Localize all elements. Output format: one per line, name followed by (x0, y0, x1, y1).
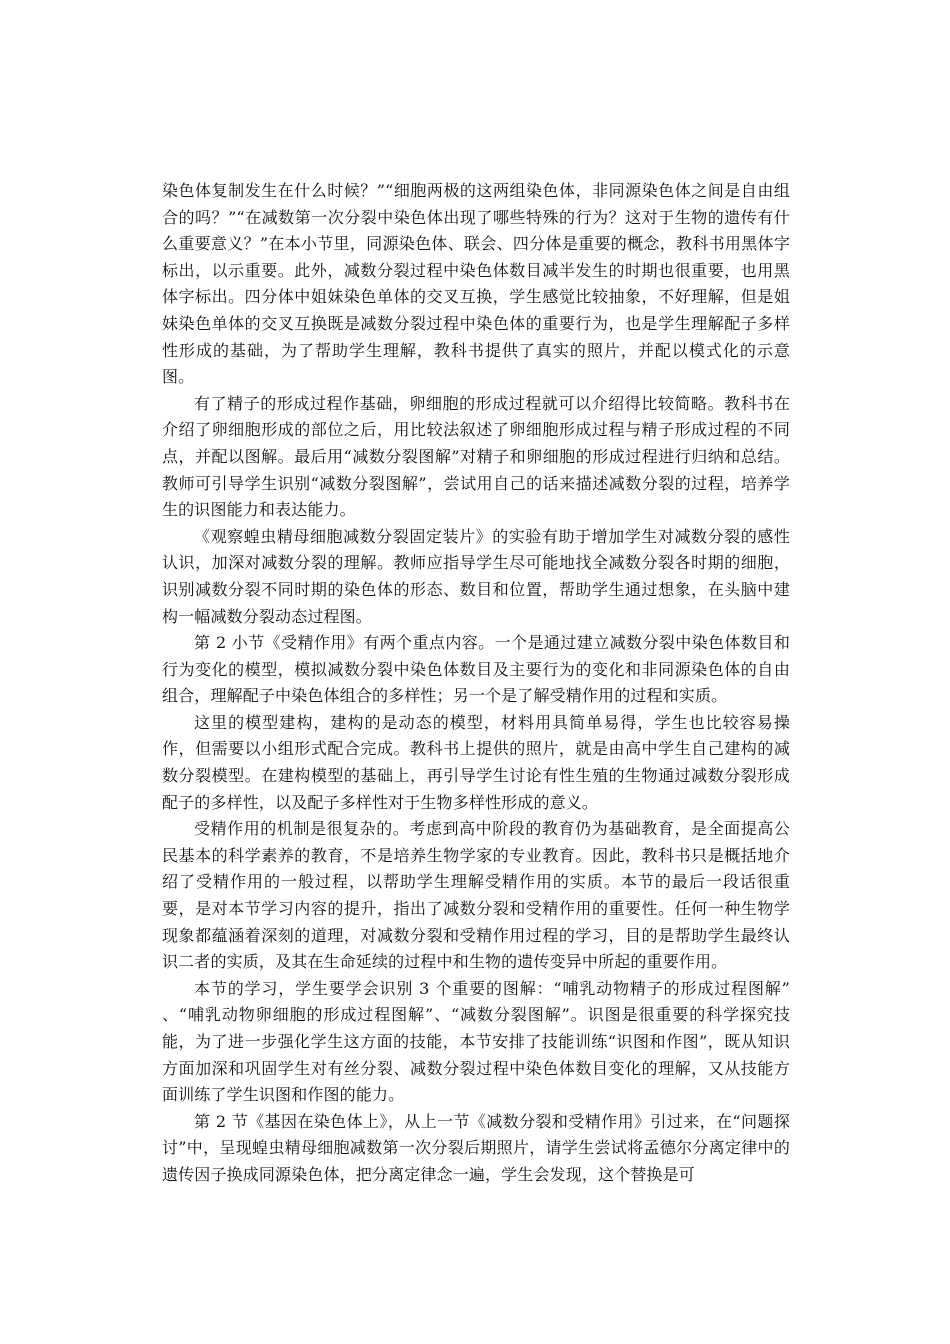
paragraph: 有了精子的形成过程作基础，卵细胞的形成过程就可以介绍得比较简略。教科书在介绍了卵细胞形成的部位之后，用比较法叙述了卵细胞形成过程与精子形成过程的不同点，并配以图解。最后用“减数分裂图解”对精子和卵细胞的形成过程进行归纳和总结。教师可引导学生识别“减数分裂图解”，尝试用自己的话来描述减数分裂的过程，培养学生的识图能力和表达能力。 (162, 393, 790, 520)
paragraph: 第 2 小节《受精作用》有两个重点内容。一个是通过建立减数分裂中染色体数目和行为变化的模型，模拟减数分裂中染色体数目及主要行为的变化和非同源染色体的自由组合，理解配子中染色体组合的多样性；另一个是了解受精作用的过程和实质。 (162, 633, 790, 706)
paragraph: 受精作用的机制是很复杂的。考虑到高中阶段的教育仍为基础教育，是全面提高公民基本的科学素养的教育，不是培养生物学家的专业教育。因此，教科书只是概括地介绍了受精作用的一般过程，以帮助学生理解受精作用的实质。本节的最后一段话很重要，是对本节学习内容的提升，指出了减数分裂和受精作用的重要性。任何一种生物学现象都蕴涵着深刻的道理，对减数分裂和受精作用过程的学习，目的是帮助学生最终认识二者的实质，及其在生命延续的过程中和生物的遗传变异中所起的重要作用。 (162, 819, 790, 972)
paragraph: 《观察蝗虫精母细胞减数分裂固定装片》的实验有助于增加学生对减数分裂的感性认识，加深对减数分裂的理解。教师应指导学生尽可能地找全减数分裂各时期的细胞，识别减数分裂不同时期的染色体的形态、数目和位置，帮助学生通过想象，在头脑中建构一幅减数分裂动态过程图。 (162, 526, 790, 626)
paragraph: 本节的学习，学生要学会识别 3 个重要的图解：“哺乳动物精子的形成过程图解” 、“哺乳动物卵细胞的形成过程图解”、“减数分裂图解”。识图是很重要的科学探究技能，为了进一步强化学生这方面的技能，本节安排了技能训练“识图和作图”，既从知识方面加深和巩固学生对有丝分裂、减数分裂过程中染色体数目变化的理解，又从技能方面训练了学生识图和作图的能力。 (162, 978, 790, 1105)
paragraph: 这里的模型建构，建构的是动态的模型，材料用具简单易得，学生也比较容易操作，但需要以小组形式配合完成。教科书上提供的照片，就是由高中学生自己建构的减数分裂模型。在建构模型的基础上，再引导学生讨论有性生殖的生物通过减数分裂形成配子的多样性，以及配子多样性对于生物多样性形成的意义。 (162, 712, 790, 812)
document-body (162, 178, 790, 1189)
paragraph-continued: 染色体复制发生在什么时候？”“细胞两极的这两组染色体，非同源染色体之间是自由组合的吗？”“在减数第一次分裂中染色体出现了哪些特殊的行为？这对于生物的遗传有什么重要意义？”在本小节里，同源染色体、联会、四分体是重要的概念，教科书用黑体字标出，以示重要。此外，减数分裂过程中染色体数目减半发生的时期也很重要，也用黑体字标出。四分体中姐妹染色单体的交叉互换，学生感觉比较抽象，不好理解，但是姐妹染色单体的交叉互换既是减数分裂过程中染色体的重要行为，也是学生理解配子多样性形成的基础，为了帮助学生理解，教科书提供了真实的照片，并配以模式化的示意图。 (162, 181, 790, 387)
paragraph: 第 2 节《基因在染色体上》，从上一节《减数分裂和受精作用》引过来，在“问题探讨”中，呈现蝗虫精母细胞减数第一次分裂后期照片，请学生尝试将孟德尔分离定律中的遗传因子换成同源染色体，把分离定律念一遍，学生会发现，这个替换是可 (162, 1111, 790, 1184)
